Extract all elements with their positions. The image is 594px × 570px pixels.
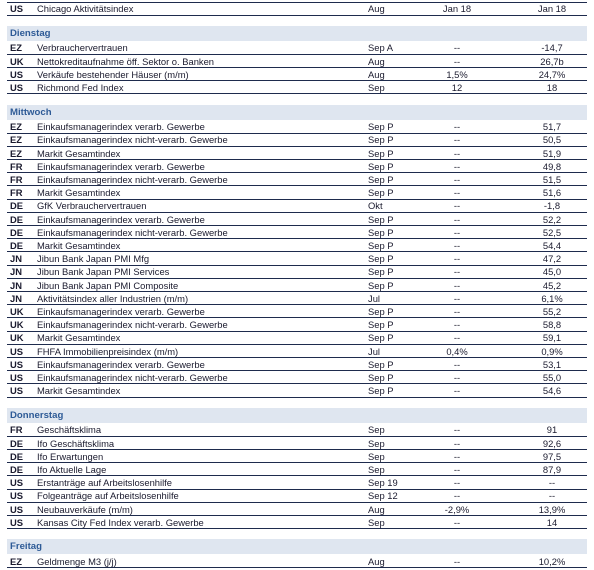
previous-value: 51,6 xyxy=(542,187,562,199)
indicator-name: Jibun Bank Japan PMI Composite xyxy=(37,279,179,291)
previous-value: -14,7 xyxy=(541,42,563,54)
previous-value: Jan 18 xyxy=(537,3,567,15)
period: Sep P xyxy=(368,226,394,238)
table-row xyxy=(7,200,587,213)
previous-value: 0,9% xyxy=(541,345,563,357)
country-code: JN xyxy=(10,253,22,265)
previous-value: 45,2 xyxy=(542,279,562,291)
country-code: DE xyxy=(10,213,24,225)
period: Jul xyxy=(368,292,380,304)
period: Sep xyxy=(368,437,385,449)
period: Sep 12 xyxy=(368,490,398,502)
previous-value: 97,5 xyxy=(542,450,562,462)
table-row xyxy=(7,503,587,516)
country-code: US xyxy=(10,3,24,15)
previous-value: 59,1 xyxy=(542,332,562,344)
forecast-value: -- xyxy=(453,121,461,133)
previous-value: 50,5 xyxy=(542,134,562,146)
country-code: JN xyxy=(10,292,22,304)
previous-value: 55,2 xyxy=(542,305,562,317)
forecast-value: -- xyxy=(453,463,461,475)
table-row xyxy=(7,450,587,463)
indicator-name: Ifo Erwartungen xyxy=(37,450,104,462)
period: Sep xyxy=(368,516,385,528)
indicator-name: Jibun Bank Japan PMI Mfg xyxy=(37,253,150,265)
country-code: EZ xyxy=(10,555,22,567)
day-header: Dienstag xyxy=(7,26,587,41)
country-code: US xyxy=(10,516,24,528)
table-row xyxy=(7,437,587,450)
indicator-name: Einkaufsmanagerindex nicht-verarb. Gewerbe xyxy=(37,319,228,331)
country-code: US xyxy=(10,371,24,383)
table-row xyxy=(7,279,587,292)
previous-value: 18 xyxy=(546,81,558,93)
table-row xyxy=(7,173,587,186)
indicator-name: Kansas City Fed Index verarb. Gewerbe xyxy=(37,516,204,528)
period: Sep P xyxy=(368,121,394,133)
period: Sep P xyxy=(368,319,394,331)
previous-value: -- xyxy=(548,490,556,502)
table-row xyxy=(7,516,587,529)
country-code: US xyxy=(10,477,24,489)
country-code: FR xyxy=(10,160,23,172)
previous-value: -- xyxy=(548,477,556,489)
indicator-name: Markit Gesamtindex xyxy=(37,385,121,397)
period: Sep P xyxy=(368,279,394,291)
previous-value: 87,9 xyxy=(542,463,562,475)
country-code: UK xyxy=(10,319,24,331)
period: Sep P xyxy=(368,160,394,172)
indicator-name: Nettokreditaufnahme öff. Sektor o. Banken xyxy=(37,55,215,67)
indicator-name: Markit Gesamtindex xyxy=(37,239,121,251)
country-code: US xyxy=(10,345,24,357)
indicator-name: Geschäftsklima xyxy=(37,424,102,436)
previous-value: 14 xyxy=(546,516,558,528)
forecast-value: -- xyxy=(453,134,461,146)
forecast-value: -- xyxy=(453,319,461,331)
indicator-name: Verbrauchervertrauen xyxy=(37,42,128,54)
indicator-name: Richmond Fed Index xyxy=(37,81,124,93)
forecast-value: -- xyxy=(453,385,461,397)
previous-value: 6,1% xyxy=(541,292,563,304)
indicator-name: Einkaufsmanagerindex verarb. Gewerbe xyxy=(37,121,205,133)
table-row xyxy=(7,253,587,266)
forecast-value: -- xyxy=(453,213,461,225)
period: Sep P xyxy=(368,358,394,370)
forecast-value: -- xyxy=(453,239,461,251)
previous-value: 47,2 xyxy=(542,253,562,265)
indicator-name: Markit Gesamtindex xyxy=(37,147,121,159)
indicator-name: Aktivitätsindex aller Industrien (m/m) xyxy=(37,292,189,304)
table-row xyxy=(7,81,587,94)
forecast-value: 1,5% xyxy=(446,68,468,80)
country-code: FR xyxy=(10,187,23,199)
country-code: UK xyxy=(10,305,24,317)
period: Aug xyxy=(368,503,385,515)
country-code: FR xyxy=(10,173,23,185)
indicator-name: Einkaufsmanagerindex nicht-verarb. Gewerbe xyxy=(37,173,228,185)
indicator-name: Verkäufe bestehender Häuser (m/m) xyxy=(37,68,189,80)
period: Aug xyxy=(368,55,385,67)
forecast-value: -- xyxy=(453,424,461,436)
table-row xyxy=(7,371,587,384)
country-code: US xyxy=(10,81,24,93)
period: Sep P xyxy=(368,371,394,383)
period: Sep xyxy=(368,463,385,475)
country-code: DE xyxy=(10,226,24,238)
indicator-name: Einkaufsmanagerindex nicht-verarb. Gewerbe xyxy=(37,226,228,238)
table-row xyxy=(7,463,587,476)
previous-value: 45,0 xyxy=(542,266,562,278)
period: Sep xyxy=(368,81,385,93)
period: Sep P xyxy=(368,253,394,265)
country-code: EZ xyxy=(10,147,22,159)
forecast-value: -- xyxy=(453,305,461,317)
day-header: Freitag xyxy=(7,539,587,554)
forecast-value: -- xyxy=(453,266,461,278)
table-row xyxy=(7,121,587,134)
previous-value: 54,4 xyxy=(542,239,562,251)
table-row xyxy=(7,226,587,239)
period: Sep P xyxy=(368,147,394,159)
period: Aug xyxy=(368,3,385,15)
previous-value: 55,0 xyxy=(542,371,562,383)
indicator-name: Jibun Bank Japan PMI Services xyxy=(37,266,170,278)
indicator-name: Einkaufsmanagerindex verarb. Gewerbe xyxy=(37,305,205,317)
indicator-name: Ifo Geschäftsklima xyxy=(37,437,115,449)
table-row xyxy=(7,213,587,226)
forecast-value: -- xyxy=(453,147,461,159)
forecast-value: -- xyxy=(453,200,461,212)
country-code: UK xyxy=(10,332,24,344)
table-row xyxy=(7,385,587,398)
country-code: DE xyxy=(10,437,24,449)
country-code: JN xyxy=(10,266,22,278)
table-row xyxy=(7,68,587,81)
previous-value: -1,8 xyxy=(543,200,561,212)
country-code: EZ xyxy=(10,121,22,133)
country-code: DE xyxy=(10,463,24,475)
table-row xyxy=(7,187,587,200)
previous-value: 13,9% xyxy=(538,503,566,515)
forecast-value: -- xyxy=(453,173,461,185)
period: Sep P xyxy=(368,305,394,317)
table-row xyxy=(7,305,587,318)
table-row xyxy=(7,424,587,437)
indicator-name: Geldmenge M3 (j/j) xyxy=(37,555,117,567)
period: Sep P xyxy=(368,266,394,278)
forecast-value: -- xyxy=(453,450,461,462)
country-code: DE xyxy=(10,450,24,462)
indicator-name: Ifo Aktuelle Lage xyxy=(37,463,107,475)
table-row xyxy=(7,319,587,332)
table-row xyxy=(7,160,587,173)
forecast-value: -- xyxy=(453,42,461,54)
period: Aug xyxy=(368,555,385,567)
indicator-name: Markit Gesamtindex xyxy=(37,332,121,344)
period: Sep 19 xyxy=(368,477,398,489)
indicator-name: Einkaufsmanagerindex verarb. Gewerbe xyxy=(37,213,205,225)
table-row xyxy=(7,3,587,16)
period: Sep P xyxy=(368,173,394,185)
previous-value: 51,7 xyxy=(542,121,562,133)
forecast-value: -- xyxy=(453,253,461,265)
forecast-value: -- xyxy=(453,555,461,567)
previous-value: 51,5 xyxy=(542,173,562,185)
previous-value: 51,9 xyxy=(542,147,562,159)
previous-value: 26,7b xyxy=(540,55,564,67)
forecast-value: -- xyxy=(453,516,461,528)
table-row xyxy=(7,490,587,503)
period: Sep P xyxy=(368,134,394,146)
forecast-value: -- xyxy=(453,55,461,67)
period: Aug xyxy=(368,68,385,80)
country-code: US xyxy=(10,358,24,370)
day-header: Donnerstag xyxy=(7,408,587,423)
country-code: FR xyxy=(10,424,23,436)
previous-value: 49,8 xyxy=(542,160,562,172)
previous-value: 92,6 xyxy=(542,437,562,449)
country-code: DE xyxy=(10,200,24,212)
previous-value: 53,1 xyxy=(542,358,562,370)
forecast-value: Jan 18 xyxy=(442,3,472,15)
table-row xyxy=(7,292,587,305)
table-row xyxy=(7,55,587,68)
previous-value: 52,2 xyxy=(542,213,562,225)
indicator-name: Folgeanträge auf Arbeitslosenhilfe xyxy=(37,490,179,502)
indicator-name: Einkaufsmanagerindex verarb. Gewerbe xyxy=(37,160,205,172)
period: Sep P xyxy=(368,239,394,251)
country-code: DE xyxy=(10,239,24,251)
table-row xyxy=(7,147,587,160)
period: Jul xyxy=(368,345,380,357)
previous-value: 52,5 xyxy=(542,226,562,238)
indicator-name: Einkaufsmanagerindex verarb. Gewerbe xyxy=(37,358,205,370)
period: Okt xyxy=(368,200,383,212)
forecast-value: -- xyxy=(453,332,461,344)
forecast-value: -- xyxy=(453,371,461,383)
country-code: EZ xyxy=(10,42,22,54)
forecast-value: -- xyxy=(453,187,461,199)
table-row xyxy=(7,332,587,345)
forecast-value: -- xyxy=(453,160,461,172)
table-row xyxy=(7,134,587,147)
country-code: US xyxy=(10,503,24,515)
table-row xyxy=(7,345,587,358)
forecast-value: -- xyxy=(453,490,461,502)
forecast-value: -2,9% xyxy=(444,503,470,515)
indicator-name: FHFA Immobilienpreisindex (m/m) xyxy=(37,345,179,357)
previous-value: 58,8 xyxy=(542,319,562,331)
indicator-name: Einkaufsmanagerindex nicht-verarb. Gewerbe xyxy=(37,134,228,146)
table-row xyxy=(7,358,587,371)
forecast-value: -- xyxy=(453,226,461,238)
country-code: US xyxy=(10,68,24,80)
forecast-value: -- xyxy=(453,279,461,291)
period: Sep P xyxy=(368,385,394,397)
previous-value: 91 xyxy=(546,424,558,436)
table-row xyxy=(7,555,587,568)
previous-value: 10,2% xyxy=(538,555,566,567)
indicator-name: Einkaufsmanagerindex nicht-verarb. Gewerbe xyxy=(37,371,228,383)
country-code: UK xyxy=(10,55,24,67)
period: Sep xyxy=(368,450,385,462)
country-code: JN xyxy=(10,279,22,291)
country-code: EZ xyxy=(10,134,22,146)
previous-value: 54,6 xyxy=(542,385,562,397)
previous-value: 24,7% xyxy=(538,68,566,80)
table-row xyxy=(7,477,587,490)
period: Sep P xyxy=(368,213,394,225)
period: Sep A xyxy=(368,42,394,54)
country-code: US xyxy=(10,490,24,502)
table-row xyxy=(7,239,587,252)
day-header: Mittwoch xyxy=(7,105,587,120)
indicator-name: Erstanträge auf Arbeitslosenhilfe xyxy=(37,477,172,489)
indicator-name: Neubauverkäufe (m/m) xyxy=(37,503,133,515)
country-code: US xyxy=(10,385,24,397)
forecast-value: -- xyxy=(453,477,461,489)
period: Sep xyxy=(368,424,385,436)
forecast-value: -- xyxy=(453,292,461,304)
period: Sep P xyxy=(368,332,394,344)
indicator-name: Chicago Aktivitätsindex xyxy=(37,3,134,15)
forecast-value: -- xyxy=(453,437,461,449)
forecast-value: 0,4% xyxy=(446,345,468,357)
forecast-value: 12 xyxy=(451,81,463,93)
table-row xyxy=(7,266,587,279)
indicator-name: GfK Verbrauchervertrauen xyxy=(37,200,147,212)
forecast-value: -- xyxy=(453,358,461,370)
period: Sep P xyxy=(368,187,394,199)
table-row xyxy=(7,42,587,55)
indicator-name: Markit Gesamtindex xyxy=(37,187,121,199)
